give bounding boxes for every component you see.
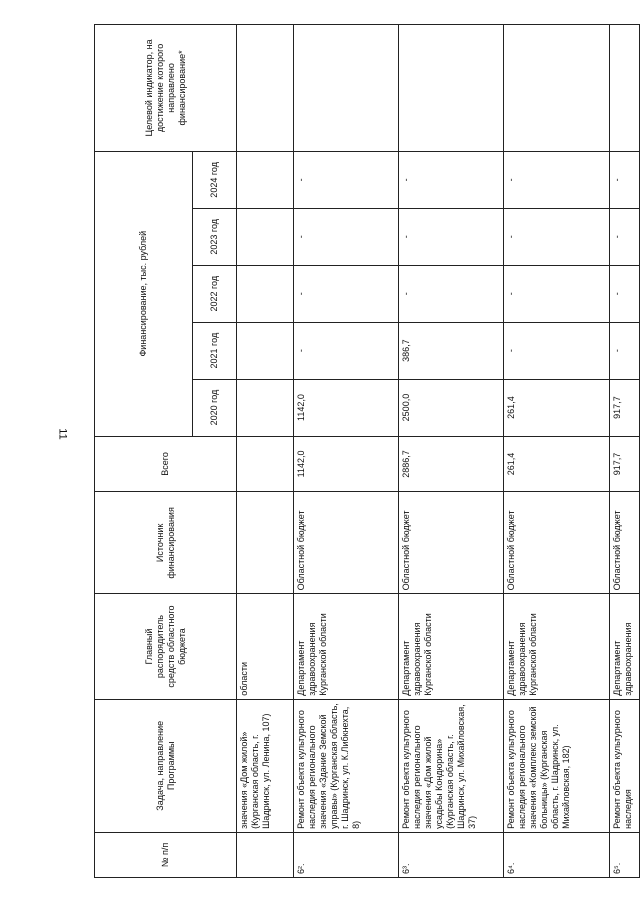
- cell-total: 2886,7: [399, 436, 504, 492]
- cell-indicator: [399, 25, 504, 152]
- table-row: [399, 25, 504, 878]
- header-2021: 2021 год: [193, 322, 237, 379]
- header-2023: 2023 год: [193, 208, 237, 265]
- cell-indicator: [237, 25, 294, 152]
- cell-2022: -: [399, 265, 504, 322]
- cell-total: 917,7: [610, 436, 640, 492]
- financing-table: [94, 24, 640, 878]
- cell-task: Ремонт объекта культурного наследия: [610, 699, 640, 832]
- cell-2024: -: [610, 151, 640, 208]
- cell-2022: -: [294, 265, 399, 322]
- header-indicator: Целевой индикатор, на достижение которого направлено финансирование*: [95, 25, 237, 152]
- cell-total: 261,4: [504, 436, 610, 492]
- cell-source: Областной бюджет: [294, 492, 399, 594]
- cell-2021: -: [610, 322, 640, 379]
- table-row: [504, 25, 610, 878]
- header-task: Задача, направление Программы: [95, 699, 237, 832]
- header-financing: Финансирование, тыс. рублей: [95, 151, 193, 436]
- cell-2022: -: [610, 265, 640, 322]
- cell-2024: -: [504, 151, 610, 208]
- header-total: Всего: [95, 436, 237, 492]
- cell-2020: 1142,0: [294, 379, 399, 436]
- cell-2024: [237, 151, 294, 208]
- cell-source: Областной бюджет: [399, 492, 504, 594]
- cell-manager: Департамент здравоохранения Курганской области: [294, 594, 399, 699]
- table-row: [237, 25, 294, 878]
- cell-manager: Департамент здравоохранения: [610, 594, 640, 699]
- cell-num: 6⁴.: [504, 832, 610, 877]
- table-row: [610, 25, 640, 878]
- cell-num: 6³.: [399, 832, 504, 877]
- cell-num: 6².: [294, 832, 399, 877]
- cell-task: значения «Дом жилой» (Курганская область, г. Шадринск, ул. Ленина, 107): [237, 699, 294, 832]
- header-2022: 2022 год: [193, 265, 237, 322]
- cell-2021: 386,7: [399, 322, 504, 379]
- header-2024: 2024 год: [193, 151, 237, 208]
- cell-num: [237, 832, 294, 877]
- cell-indicator: [504, 25, 610, 152]
- cell-2024: -: [294, 151, 399, 208]
- cell-source: Областной бюджет: [504, 492, 610, 594]
- financing-table-rotated: [94, 24, 633, 878]
- cell-task: Ремонт объекта культурного наследия регионального значения «Здание Земской управы» (Курганская область, г. Шадринск, ул. К.Либкнехта, 8): [294, 699, 399, 832]
- header-num: № п/п: [95, 832, 237, 877]
- cell-2023: -: [294, 208, 399, 265]
- cell-indicator: [294, 25, 399, 152]
- cell-2023: -: [610, 208, 640, 265]
- cell-task: Ремонт объекта культурного наследия регионального значения «Дом жилой усадьбы Кондюрина» (Курганская область, г. Шадринск, ул. Михайловская, 37): [399, 699, 504, 832]
- cell-2021: [237, 322, 294, 379]
- cell-2022: [237, 265, 294, 322]
- cell-total: 1142,0: [294, 436, 399, 492]
- cell-2024: -: [399, 151, 504, 208]
- cell-2020: 2500,0: [399, 379, 504, 436]
- cell-2023: -: [504, 208, 610, 265]
- cell-source: Областной бюджет: [610, 492, 640, 594]
- cell-indicator: [610, 25, 640, 152]
- header-2020: 2020 год: [193, 379, 237, 436]
- cell-manager: Департамент здравоохранения Курганской области: [504, 594, 610, 699]
- cell-manager: Департамент здравоохранения Курганской области: [399, 594, 504, 699]
- cell-num: 6⁵.: [610, 832, 640, 877]
- header-manager: Главный распорядитель средств областного бюджета: [95, 594, 237, 699]
- cell-2021: -: [294, 322, 399, 379]
- cell-2022: -: [504, 265, 610, 322]
- cell-2023: [237, 208, 294, 265]
- cell-total: [237, 436, 294, 492]
- cell-manager: области: [237, 594, 294, 699]
- cell-2021: -: [504, 322, 610, 379]
- cell-2020: [237, 379, 294, 436]
- cell-2020: 261,4: [504, 379, 610, 436]
- cell-task: Ремонт объекта культурного наследия регионального значения «Комплекс земской больницы» (Курганская область, г. Шадринск, ул. Михайловская, 182): [504, 699, 610, 832]
- table-row: [294, 25, 399, 878]
- cell-2020: 917,7: [610, 379, 640, 436]
- header-source: Источник финансирования: [95, 492, 237, 594]
- cell-2023: -: [399, 208, 504, 265]
- page-number: 11: [56, 428, 69, 440]
- cell-source: [237, 492, 294, 594]
